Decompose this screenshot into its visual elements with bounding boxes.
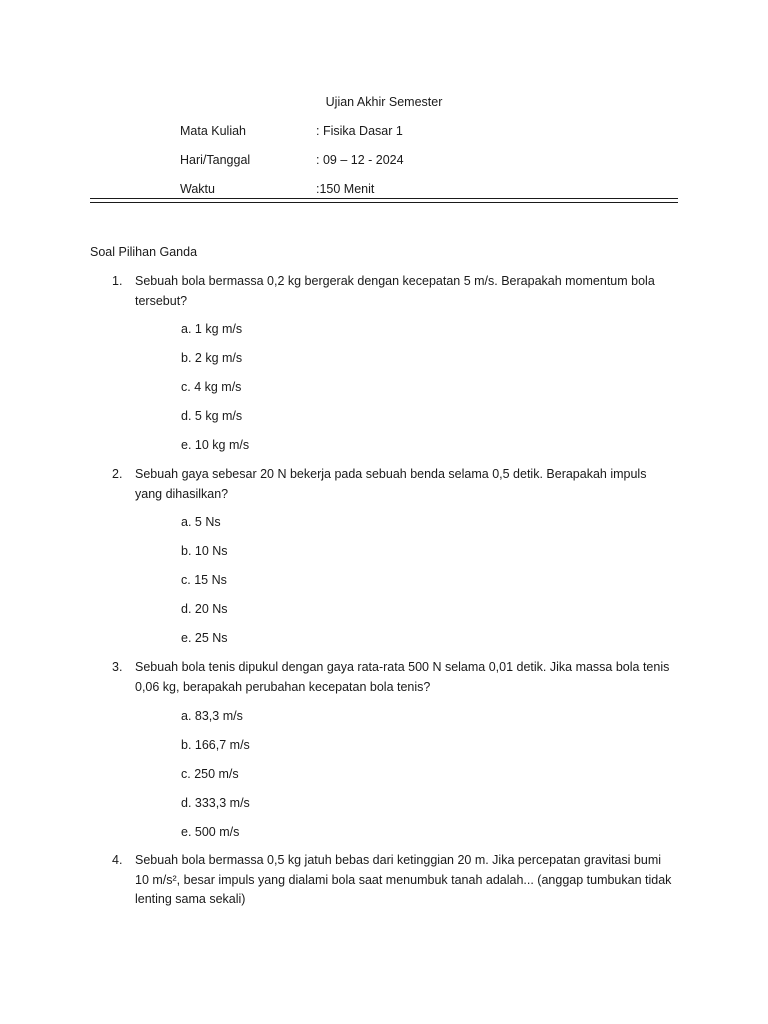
meta-value-duration: :150 Menit <box>316 182 375 196</box>
option-2b: b. 10 Ns <box>181 544 228 558</box>
section-title: Soal Pilihan Ganda <box>90 245 198 259</box>
option-2c: c. 15 Ns <box>181 573 227 587</box>
option-3d: d. 333,3 m/s <box>181 796 250 810</box>
header-rule-bottom <box>90 202 678 203</box>
question-number: 4. <box>112 853 123 867</box>
question-number: 3. <box>112 660 123 674</box>
option-1a: a. 1 kg m/s <box>181 322 243 336</box>
option-1c: c. 4 kg m/s <box>181 380 242 394</box>
option-1d: d. 5 kg m/s <box>181 409 243 423</box>
option-1b: b. 2 kg m/s <box>181 351 243 365</box>
option-3a: a. 83,3 m/s <box>181 709 243 723</box>
option-3c: c. 250 m/s <box>181 767 239 781</box>
question-1 <box>112 272 692 312</box>
option-2a: a. 5 Ns <box>181 515 221 529</box>
meta-label-duration: Waktu <box>180 182 215 196</box>
option-2e: e. 25 Ns <box>181 631 228 645</box>
question-text: Sebuah gaya sebesar 20 N bekerja pada sebuah benda selama 0,5 detik. Berapakah impuls yang dihasilkan? <box>135 467 647 501</box>
meta-value-date: : 09 – 12 - 2024 <box>316 153 404 167</box>
question-number: 1. <box>112 274 123 288</box>
question-text: Sebuah bola tenis dipukul dengan gaya rata-rata 500 N selama 0,01 detik. Jika massa bola tenis 0,06 kg, berapakah perubahan kecepatan bola tenis? <box>135 660 670 694</box>
question-2 <box>112 465 692 505</box>
meta-label-course: Mata Kuliah <box>180 124 247 138</box>
question-4 <box>112 851 692 911</box>
meta-value-course: : Fisika Dasar 1 <box>316 124 403 138</box>
option-1e: e. 10 kg m/s <box>181 438 250 452</box>
question-3 <box>112 658 692 698</box>
option-3b: b. 166,7 m/s <box>181 738 250 752</box>
header-rule-top <box>90 198 678 199</box>
option-3e: e. 500 m/s <box>181 825 240 839</box>
meta-label-date: Hari/Tanggal <box>180 153 251 167</box>
option-2d: d. 20 Ns <box>181 602 228 616</box>
question-text: Sebuah bola bermassa 0,5 kg jatuh bebas dari ketinggian 20 m. Jika percepatan gravitasi bumi 10 m/s², besar impuls yang dialami bola saat menumbuk tanah adalah... (anggap tumbukan tidak lenting sama sekali) <box>135 853 672 906</box>
exam-title: Ujian Akhir Semester <box>325 95 443 109</box>
question-number: 2. <box>112 467 123 481</box>
question-text: Sebuah bola bermassa 0,2 kg bergerak dengan kecepatan 5 m/s. Berapakah momentum bola tersebut? <box>135 274 655 308</box>
